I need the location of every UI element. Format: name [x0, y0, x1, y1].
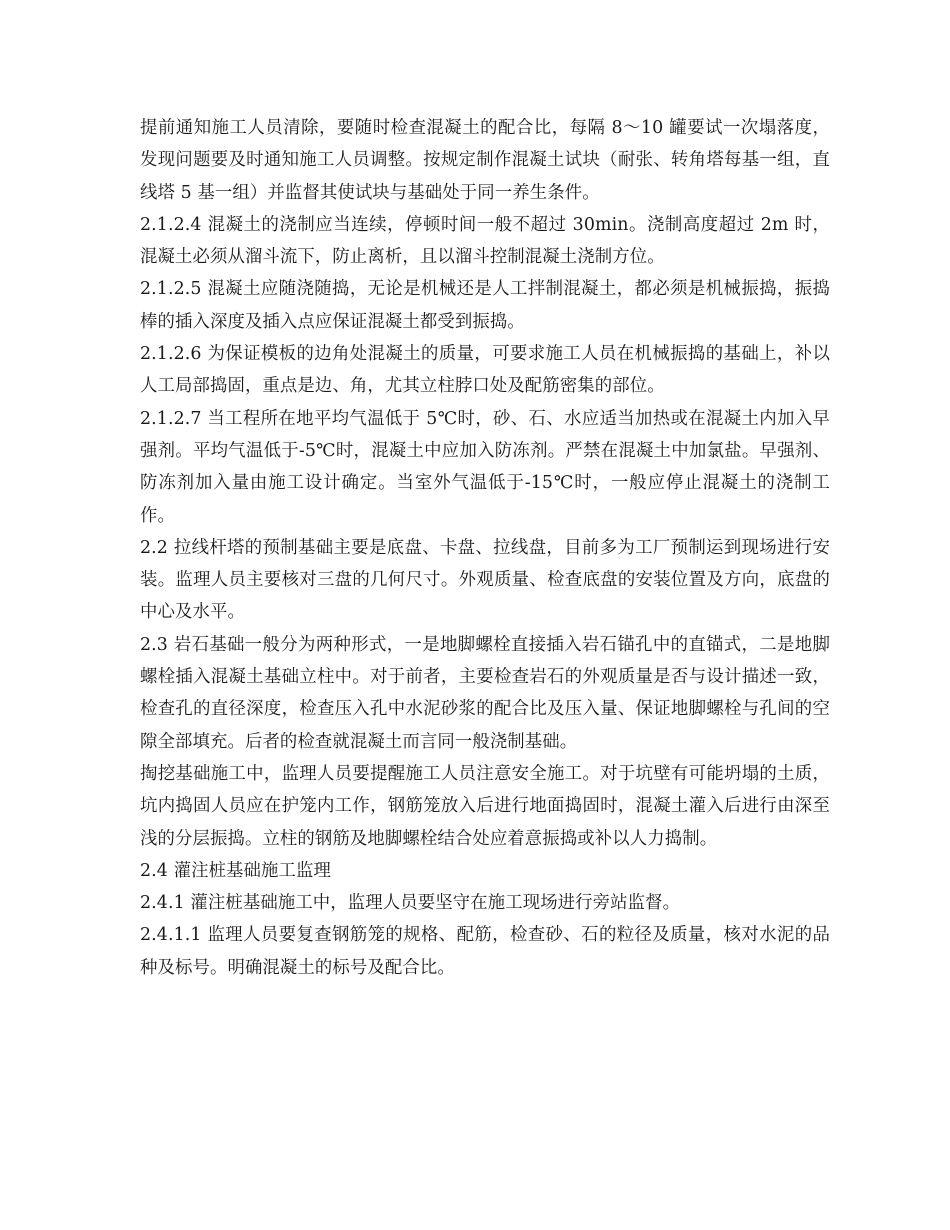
- paragraph-2-4-1-1: 2.4.1.1 监理人员要复查钢筋笼的规格、配筋，检查砂、石的粒径及质量，核对水泥的品种及标号。明确混凝土的标号及配合比。: [140, 925, 830, 978]
- paragraph-excavation: 掏挖基础施工中，监理人员要提醒施工人员注意安全施工。对于坑壁有可能坍塌的土质，坑内捣固人员应在护笼内工作，钢筋笼放入后进行地面捣固时，混凝土灌入后进行由深至浅的分层振捣。立柱的钢筋及地脚螺栓结合处应着意振捣或补以人力捣制。: [140, 763, 830, 849]
- paragraph-2-1-2-4: 2.1.2.4 混凝土的浇制应当连续，停顿时间一般不超过 30min。浇制高度超过 2m 时，混凝土必须从溜斗流下，防止离析，且以溜斗控制混凝土浇制方位。: [140, 214, 830, 268]
- paragraph-slump-test: 提前通知施工人员清除，要随时检查混凝土的配合比，每隔 8～10 罐要试一次塌落度，发现问题要及时通知施工人员调整。按规定制作混凝土试块（耐张、转角塔每基一组，直线塔 5 基一组）并监督其使试块与基础处于同一养生条件。: [140, 118, 830, 203]
- paragraph-2-1-2-5: 2.1.2.5 混凝土应随浇随捣，无论是机械还是人工拌制混凝土，都必须是机械振捣，振捣棒的插入深度及插入点应保证混凝土都受到振捣。: [140, 279, 830, 332]
- paragraph-2-1-2-7: 2.1.2.7 当工程所在地平均气温低于 5℃时，砂、石、水应适当加热或在混凝土内加入早强剂。平均气温低于-5℃时，混凝土中应加入防冻剂。严禁在混凝土中加氯盐。早强剂、防冻剂加入量由施工设计确定。当室外气温低于-15℃时，一般应停止混凝土的浇制工作。: [140, 408, 830, 526]
- paragraph-2-3: 2.3 岩石基础一般分为两种形式，一是地脚螺栓直接插入岩石锚孔中的直锚式，二是地脚螺栓插入混凝土基础立柱中。对于前者，主要检查岩石的外观质量是否与设计描述一致，检查孔的直径深度，检查压入孔中水泥砂浆的配合比及压入量、保证地脚螺栓与孔间的空隙全部填充。后者的检查就混凝土而言同一般浇制基础。: [140, 634, 830, 752]
- paragraph-2-2: 2.2 拉线杆塔的预制基础主要是底盘、卡盘、拉线盘，目前多为工厂预制运到现场进行安装。监理人员主要核对三盘的几何尺寸。外观质量、检查底盘的安装位置及方向，底盘的中心及水平。: [140, 537, 830, 623]
- section-heading-2-4: 2.4 灌注桩基础施工监理: [140, 860, 332, 881]
- document-body: [140, 112, 830, 984]
- paragraph-2-4-1: 2.4.1 灌注桩基础施工中，监理人员要坚守在施工现场进行旁站监督。: [140, 893, 681, 914]
- paragraph-2-1-2-6: 2.1.2.6 为保证模板的边角处混凝土的质量，可要求施工人员在机械振捣的基础上，补以人工局部捣固，重点是边、角，尤其立柱脖口处及配筋密集的部位。: [140, 344, 830, 397]
